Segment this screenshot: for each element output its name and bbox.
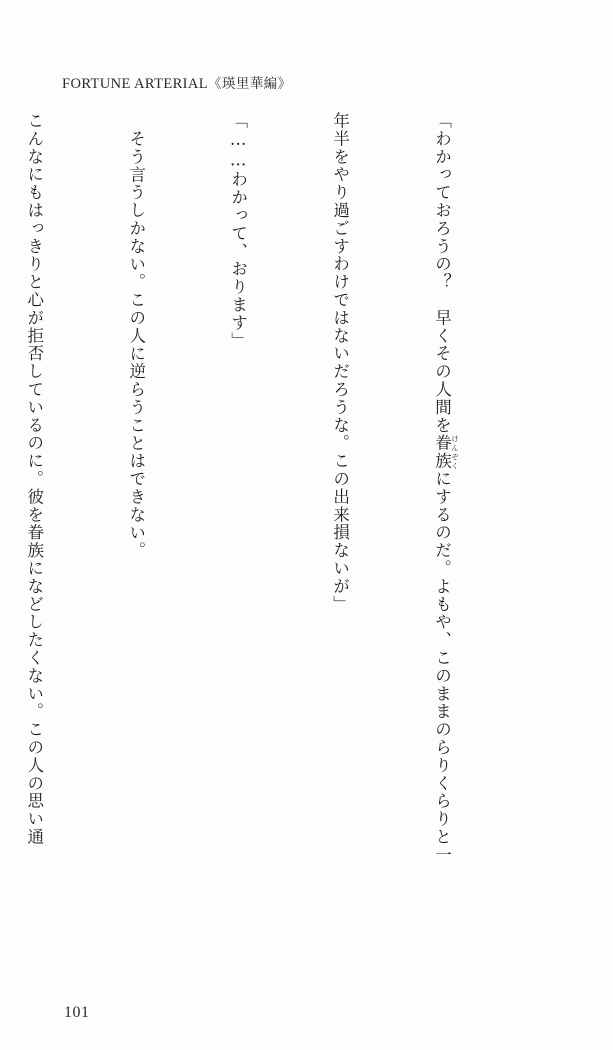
text-line: 年半をやり過ごすわけではないだろうな。この出来損ないが」 <box>330 112 350 614</box>
vertical-text-body <box>24 112 561 972</box>
text-line: そう言うしかない。この人に逆らうことはできない。 <box>126 130 146 560</box>
header-series-title: FORTUNE ARTERIAL <box>62 76 209 92</box>
running-header <box>62 72 551 93</box>
text-line: こんなにもはっきりと心が拒否しているのに。彼を眷族になどしたくない。この人の思い通 <box>24 112 44 846</box>
header-subtitle: 《瑛里華編》 <box>208 76 292 92</box>
text-line: 「わかっておろうの？ 早くその人間を眷族 けんぞくにするのだ。よもや、このままのらりくらりと一 <box>432 112 460 864</box>
page-number: 101 <box>64 1004 90 1021</box>
ruby-kenzoku: 眷族 けんぞく <box>432 434 460 471</box>
text-line: 「……わかって、おります」 <box>228 112 248 350</box>
